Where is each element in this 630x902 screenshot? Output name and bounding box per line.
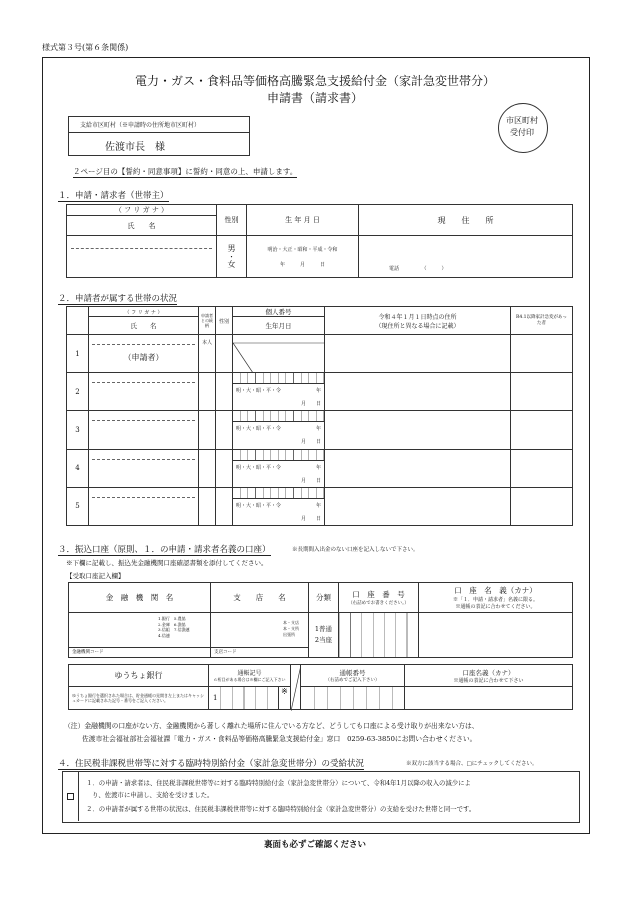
- addressee-value[interactable]: 佐渡市長 様: [105, 142, 165, 153]
- applicant-marker: （申請者）: [123, 353, 164, 363]
- era-options: 明治・大正・昭和・平成・令和: [267, 246, 338, 253]
- name-header: 氏 名: [89, 317, 199, 335]
- sex-option-female: 女: [227, 259, 236, 269]
- member-name-cell[interactable]: [89, 373, 199, 411]
- passbook-symbol-extra-cell[interactable]: ※: [279, 687, 291, 710]
- applicant-address-cell[interactable]: [359, 236, 573, 278]
- row-number: 2: [67, 373, 89, 411]
- branch-name-cell[interactable]: [211, 613, 309, 658]
- bank-type-options: 1.銀行 5.農協 2.金庫 6.漁協 3.信組 7.信漁連 4.信連: [158, 616, 190, 638]
- section4-heading-note: ※双方に該当する場合、□にチェックしてください。: [406, 761, 538, 767]
- address-header: 現 住 所: [359, 205, 573, 236]
- yucho-holder-cell[interactable]: [405, 687, 573, 710]
- yucho-holder-header: 口座名義（カナ） ※通帳の表記に合わせて下さい: [405, 665, 573, 687]
- receive-account-label: 【受取口座記入欄】: [66, 572, 125, 580]
- sex-header: 性別: [216, 307, 233, 335]
- bank-name-cell[interactable]: [69, 613, 211, 658]
- applicant-table: [66, 204, 573, 278]
- mynumber-dob-cell[interactable]: [233, 449, 325, 487]
- era-options: 明・大・昭・平・令: [236, 502, 282, 509]
- footnote-line1: （注）金融機関の口座がない方、金融機関から著しく離れた場所に住んでいる方など、どうしても口座による受け取りが出来ない方は、: [64, 722, 479, 730]
- mynumber-dob-cell[interactable]: [233, 373, 325, 411]
- section2-heading: ２．申請者が属する世帯の状況: [58, 294, 178, 304]
- divider-slash: [291, 665, 301, 710]
- footnote-line2: 佐渡市社会福祉部社会福祉課「電力・ガス・食料品等価格高騰緊急支援給付金」窓口 0259-63-3850にお問い合わせください。: [82, 735, 477, 743]
- branch-type-options: 本・支店 本・支所 出張所: [283, 620, 299, 637]
- table-row: [67, 411, 573, 449]
- row-no-header: [67, 307, 89, 335]
- receipt-status-checkbox[interactable]: [67, 793, 74, 800]
- year-label: 年: [315, 464, 321, 471]
- year-label: 年: [315, 502, 321, 509]
- section4-divider: [78, 771, 79, 821]
- relation-header: 申請者との続柄: [199, 307, 216, 335]
- section4-heading: ４．住民税非課税世帯等に対する臨時特別給付金（家計急変世帯分）の受給状況: [58, 759, 365, 769]
- intro-statement: ２ページ目の【誓約・同意事項】に誓約・同意の上、申請します。: [73, 167, 298, 176]
- r41-cell[interactable]: [511, 411, 573, 449]
- section4-item1-line2: り、佐渡市に申請し、支給を受けました。: [92, 791, 214, 799]
- passbook-number-cell[interactable]: [301, 687, 405, 710]
- applicant-name-cell[interactable]: [67, 236, 217, 278]
- relation-cell[interactable]: [199, 411, 216, 449]
- account-holder-cell[interactable]: [419, 613, 573, 658]
- member-name-cell[interactable]: [89, 449, 199, 487]
- section3-heading: ３．振込口座（原則、１．の申請・請求者名義の口座）: [58, 545, 271, 555]
- section4-item1-line1: １．の申請・請求者は、住民税非課税世帯等に対する臨時特別給付金（家計急変世帯分）について、令和4年1月以降の収入の減少によ: [86, 779, 471, 787]
- bank-name-header: 金 融 機 関 名: [69, 583, 211, 613]
- name-header: 氏 名: [67, 216, 217, 236]
- sex-cell[interactable]: [216, 335, 233, 373]
- r41-cell[interactable]: [511, 487, 573, 525]
- dob-header: 生 年 月 日: [247, 205, 359, 236]
- account-number-cell[interactable]: [339, 613, 419, 658]
- furigana-header: （ フ リ ガ ナ ）: [89, 307, 199, 317]
- era-options: 明・大・昭・平・令: [236, 464, 282, 471]
- stamp-line2: 受付印: [510, 128, 534, 137]
- table-row: [67, 335, 573, 373]
- section3-heading-note: ※長期間入出金のない口座を記入しないで下さい。: [292, 547, 419, 553]
- applicant-dob-cell[interactable]: [247, 236, 359, 278]
- jan1-address-cell[interactable]: [325, 335, 511, 373]
- jan1-address-header: 令和４年１月１日時点の住所 （現住所と異なる場合に記載）: [325, 307, 511, 335]
- mynumber-dob-cell[interactable]: [233, 487, 325, 525]
- passbook-symbol-header: 通帳記号 ６桁目がある場合は※欄にご記入下さい: [209, 665, 291, 687]
- jan1-address-cell[interactable]: [325, 449, 511, 487]
- month-day-label: 月 日: [300, 439, 321, 446]
- sex-cell[interactable]: [216, 487, 233, 525]
- mynumber-cell[interactable]: [233, 335, 325, 373]
- relation-cell[interactable]: [199, 487, 216, 525]
- table-row: [67, 373, 573, 411]
- passbook-symbol-cell[interactable]: 1: [209, 687, 279, 710]
- mynumber-dob-cell[interactable]: [233, 411, 325, 449]
- applicant-sex-cell[interactable]: [217, 236, 247, 278]
- section1-heading: １．申請・請求者（世帯主）: [58, 191, 169, 201]
- table-row: [67, 487, 573, 525]
- branch-code-field[interactable]: 支店コード: [211, 647, 308, 657]
- r41-header: R4.1以降家計急変があった者: [511, 307, 573, 335]
- sex-cell[interactable]: [216, 411, 233, 449]
- form-subtitle: 申請書（請求書）: [266, 91, 363, 105]
- furigana-header: （ フ リ ガ ナ ）: [67, 205, 217, 216]
- era-options: 明・大・昭・平・令: [236, 388, 282, 395]
- mynumber-header: 個人番号: [233, 307, 325, 317]
- year-label: 年: [315, 388, 321, 395]
- relation-cell[interactable]: [199, 373, 216, 411]
- r41-cell[interactable]: [511, 335, 573, 373]
- stamp-line1: 市区町村: [506, 116, 538, 125]
- r41-cell[interactable]: [511, 373, 573, 411]
- footer-notice: 裏面も必ずご確認ください: [263, 840, 366, 850]
- member-name-cell[interactable]: [89, 487, 199, 525]
- sex-header: 性別: [217, 205, 247, 236]
- account-number-header: 口 座 番 号 （右詰めでお書きください。）: [339, 583, 419, 613]
- member-name-cell[interactable]: [89, 335, 199, 373]
- strike-diagonal: [233, 335, 325, 373]
- row-number: 4: [67, 449, 89, 487]
- member-name-cell[interactable]: [89, 411, 199, 449]
- account-holder-header: 口 座 名 義（カナ） ※「１．申請・請求者」名義に限る。 ※通帳の表記に合わせてください。: [419, 583, 573, 613]
- addressee-divider: [68, 132, 249, 133]
- section4-item2: ２．の申請者が属する世帯の状況は、住民税非課税世帯等に対する臨時特別給付金（家計急変世帯分）の支給を受けた世帯と同一です。: [86, 805, 476, 813]
- form-title: 電力・ガス・食料品等価格高騰緊急支援給付金（家計急変世帯分）: [134, 74, 495, 88]
- month-day-label: 月 日: [300, 401, 321, 408]
- row-number: 1: [67, 335, 89, 373]
- jan1-address-cell[interactable]: [325, 373, 511, 411]
- bank-account-table: [68, 582, 573, 658]
- bank-code-field[interactable]: 金融機関コード: [69, 647, 210, 657]
- jan1-address-cell[interactable]: [325, 487, 511, 525]
- household-table: [66, 306, 573, 526]
- yucho-instruction: ゆうちょ銀行を選択された場合は、貯金通帳の見開き左上またはキャッシュカードに記載された記号・番号をご記入ください。: [69, 687, 209, 710]
- year-label: 年: [315, 426, 321, 433]
- branch-name-header: 支 店 名: [211, 583, 309, 613]
- sex-cell[interactable]: [216, 373, 233, 411]
- jan1-address-cell[interactable]: [325, 411, 511, 449]
- section3-note: ※下欄に記載し、振込先金融機関口座確認書類を添付してください。: [66, 559, 268, 567]
- era-options: 明・大・昭・平・令: [236, 426, 282, 433]
- form-number: 様式第３号(第６条関係): [42, 43, 129, 52]
- month-day-label: 月 日: [300, 477, 321, 484]
- table-row: [67, 449, 573, 487]
- relation-cell: 本人: [199, 335, 216, 373]
- row-number: 5: [67, 487, 89, 525]
- month-day-label: 月 日: [300, 515, 321, 522]
- account-type-cell[interactable]: 1普通 2当座: [309, 613, 339, 658]
- sex-dot: ・: [228, 252, 235, 261]
- row-number: 3: [67, 411, 89, 449]
- relation-cell[interactable]: [199, 449, 216, 487]
- passbook-number-header: 通帳番号 （右詰めでご記入下さい）: [301, 665, 405, 687]
- yucho-bank-name: ゆうちょ銀行: [69, 665, 209, 687]
- addressee-label: 支給市区町村（※申請時の住所地市区町村）: [80, 122, 201, 129]
- sex-option-male: 男: [227, 243, 236, 253]
- phone-label: 電話 （ ）: [389, 266, 447, 272]
- r41-cell[interactable]: [511, 449, 573, 487]
- dob-header: 生年月日: [233, 317, 325, 335]
- sex-cell[interactable]: [216, 449, 233, 487]
- dob-ymd: 年 月 日: [279, 261, 325, 268]
- yucho-table: [68, 664, 573, 710]
- account-type-header: 分類: [309, 583, 339, 613]
